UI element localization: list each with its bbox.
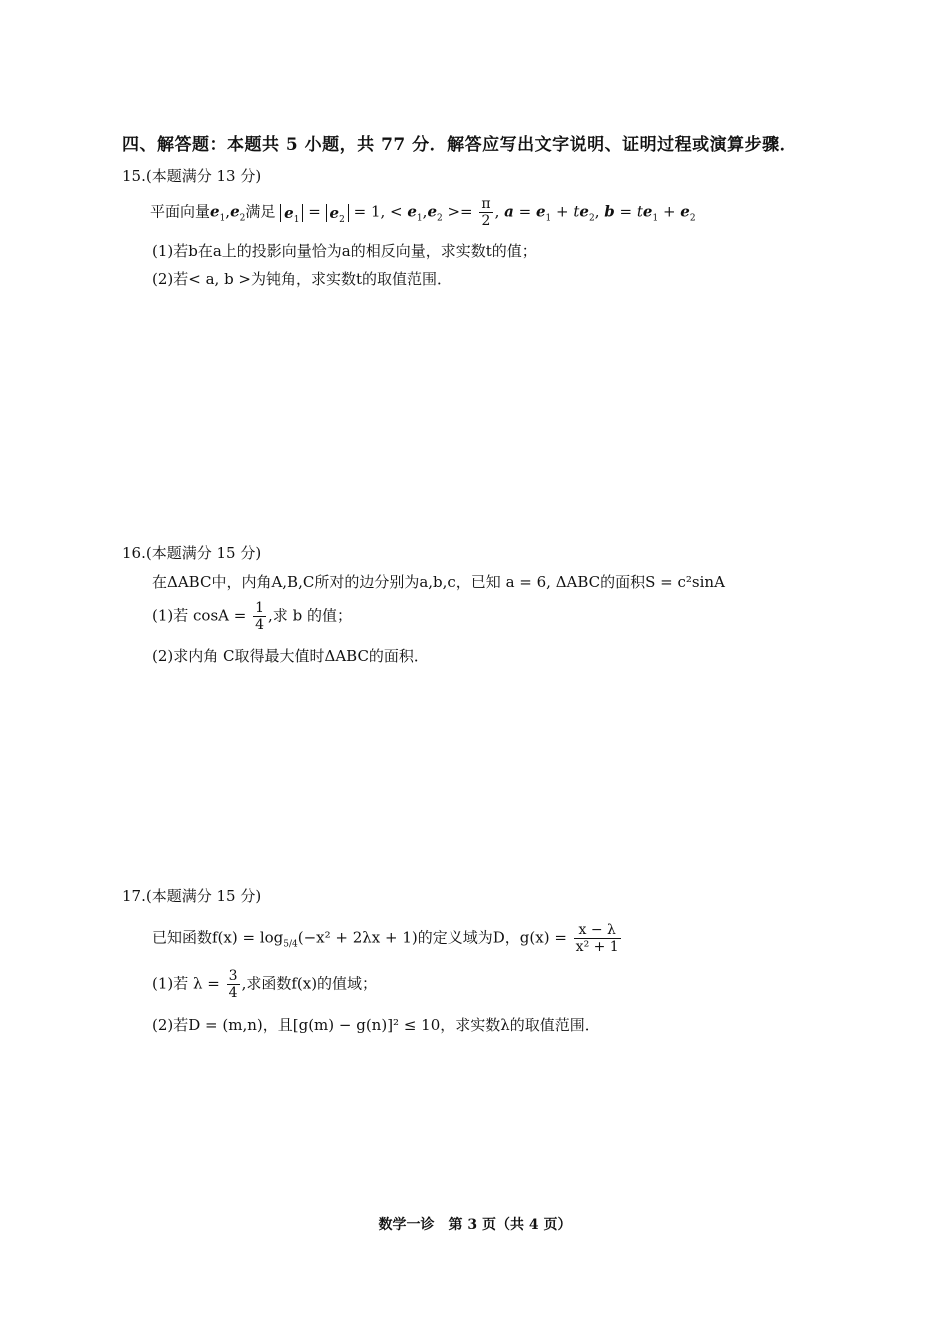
q16-intro: 在ΔABC中，内角A,B,C所对的边分别为a,b,c，已知 a = 6, ΔABC的面积S = c²sinA <box>152 573 725 591</box>
q16-part2: (2)求内角 C取得最大值时ΔABC的面积． <box>152 647 429 665</box>
q16-part1: (1)若 cosA = $\frac{1}{4}$ ,求 b 的值； <box>152 600 352 633</box>
q17-title: 17.(本题满分 15 分) <box>122 887 262 905</box>
q16-title: 16.(本题满分 15 分) <box>122 544 262 562</box>
section-title: 四、解答题：本题共 5 小题，共 77 分．解答应写出文字说明、证明过程或演算步骤． <box>122 135 798 155</box>
q17-part2: (2)若D = (m,n)，且[g(m) − g(n)]² ≤ 10，求实数λ的取值范围． <box>152 1016 600 1034</box>
q17-lambda-fraction: $\frac{3}{4}$ <box>228 968 238 1001</box>
q15-title: 15.(本题满分 13 分) <box>122 167 262 185</box>
q15-eq-one: = 1, <box>353 202 386 221</box>
q15-intro-prefix: 平面向量 <box>150 202 211 221</box>
q17-log-base: 5/4 <box>283 939 298 950</box>
q15-part2: (2)若< a, b >为钝角，求实数t的取值范围． <box>152 270 453 288</box>
q16-quarter-fraction: $\frac{1}{4}$ <box>255 600 265 633</box>
q15-intro-cond: 满足 <box>245 202 276 221</box>
q15-part1: (1)若b在a上的投影向量恰为a的相反向量，求实数t的值； <box>152 242 537 260</box>
q17-intro: 已知函数$f(x) = \log_{5/4}(-x^2 + 2\lambda x + 1)$的定义域为D，g(x) = $\frac{x - \lambda}{\text{x² + 1}}$ <box>152 922 619 955</box>
q15-pi-fraction: $\frac{\pi}{2}$ <box>481 196 491 229</box>
q17-g-fraction: $\frac{x - \lambda}{\text{x² + 1}}$ <box>575 922 619 955</box>
page-footer: 数学一诊 第 3 页（共 4 页） <box>378 1217 572 1233</box>
q15-intro: 平面向量$e_1,e_2$满足 $e_1 = e_2 = 1$, < $e_1,e_2$ >= $\frac{\pi}{2}$ , $a = e_1 + te_2$, $b = te_1 + e_2$ <box>150 196 696 229</box>
q17-part1: (1)若 λ = $\frac{3}{4}$ ,求函数f(x)的值域； <box>152 968 378 1001</box>
